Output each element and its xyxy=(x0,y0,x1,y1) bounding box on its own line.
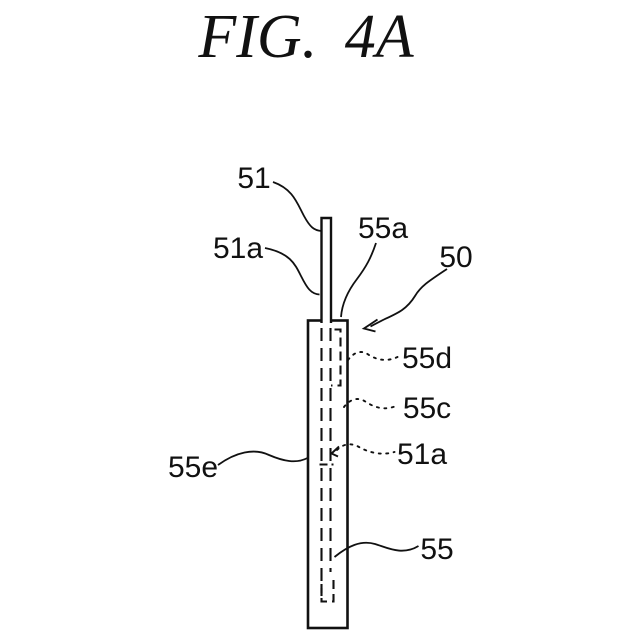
housing-body-outline xyxy=(308,321,348,629)
label-51a-upper: 51a xyxy=(212,232,264,265)
label-50: 50 xyxy=(439,241,473,274)
leader-55a xyxy=(341,243,376,317)
label-51a-inner: 51a xyxy=(396,438,448,471)
dotted-leader-55d xyxy=(348,352,398,360)
terminal-strip xyxy=(322,218,332,323)
dotted-leader-55c xyxy=(344,399,396,408)
label-55c: 55c xyxy=(402,392,452,425)
hidden-bore-bottom xyxy=(322,577,334,602)
leader-50 xyxy=(371,269,448,327)
leader-51 xyxy=(273,182,322,231)
label-55e: 55e xyxy=(167,451,219,484)
arrowhead-51a-inner-icon xyxy=(332,447,340,457)
label-51: 51 xyxy=(237,162,271,195)
label-55a: 55a xyxy=(357,212,409,245)
label-55: 55 xyxy=(420,533,454,566)
dotted-leader-51a-inner xyxy=(337,444,395,453)
leader-51a-upper xyxy=(265,248,320,295)
figure-title: FIG. 4A xyxy=(198,3,414,71)
hidden-slot-profile xyxy=(331,330,341,386)
label-55d: 55d xyxy=(401,342,453,375)
leader-55e xyxy=(218,452,308,465)
